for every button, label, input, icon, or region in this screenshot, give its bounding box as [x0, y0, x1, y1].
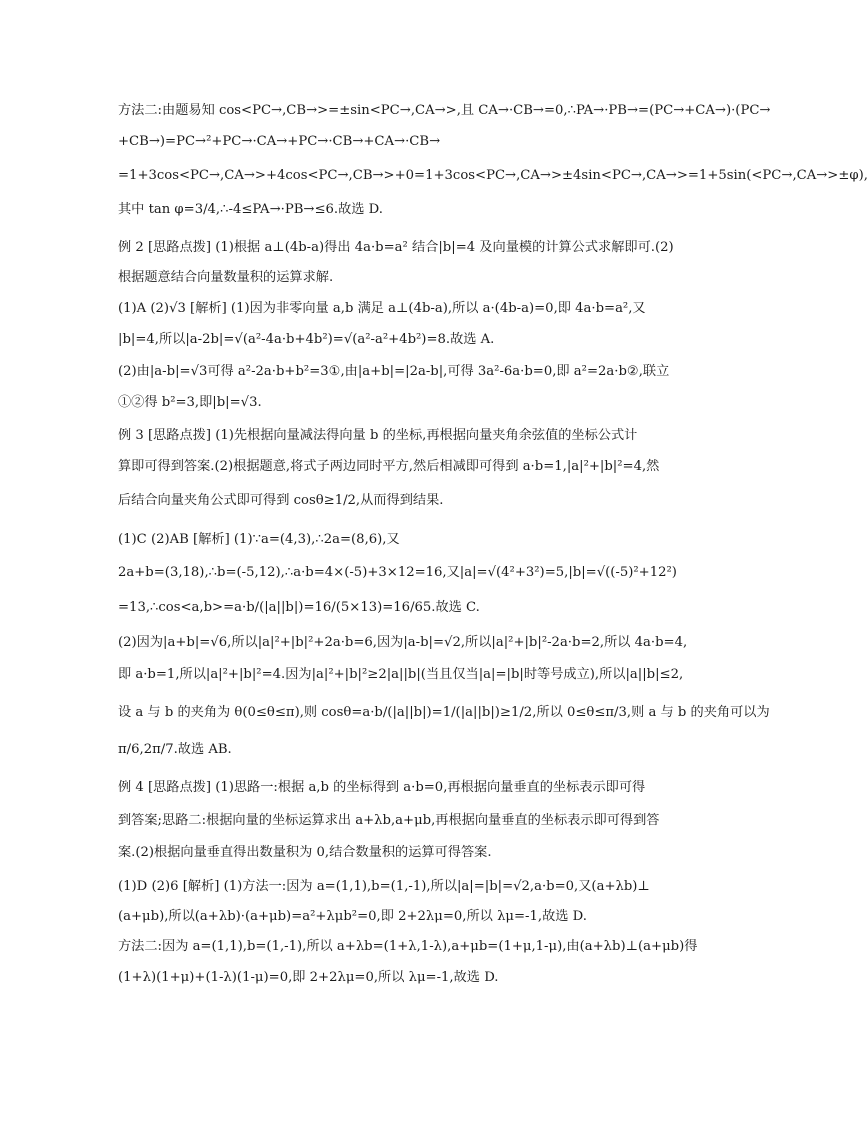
text-line: 例 3 [思路点拨] (1)先根据向量减法得向量 b 的坐标,再根据向量夹角余弦值的坐标公式计 — [118, 428, 638, 443]
text-line: |b|=4,所以|a-2b|=√(a²-4a·b+4b²)=√(a²-a²+4b²)=8.故选 A. — [118, 332, 495, 347]
text-line: 设 a 与 b 的夹角为 θ(0≤θ≤π),则 cosθ=a·b/(|a||b|)=1/(|a||b|)≥1/2,所以 0≤θ≤π/3,则 a 与 b 的夹角可以为 — [118, 705, 770, 720]
text-line: =13,∴cos<a,b>=a·b/(|a||b|)=16/(5×13)=16/65.故选 C. — [118, 600, 480, 615]
text-line: π/6,2π/7.故选 AB. — [118, 742, 232, 757]
text-line: 即 a·b=1,所以|a|²+|b|²=4.因为|a|²+|b|²≥2|a||b|(当且仅当|a|=|b|时等号成立),所以|a||b|≤2, — [118, 667, 684, 682]
text-line: 方法二:由题易知 cos<PC→,CB→>=±sin<PC→,CA→>,且 CA→·CB→=0,∴PA→·PB→=(PC→+CA→)·(PC→ — [118, 103, 771, 118]
text-line: 案.(2)根据向量垂直得出数量积为 0,结合数量积的运算可得答案. — [118, 845, 492, 860]
text-line: 方法二:因为 a=(1,1),b=(1,-1),所以 a+λb=(1+λ,1-λ),a+μb=(1+μ,1-μ),由(a+λb)⊥(a+μb)得 — [118, 939, 698, 954]
text-line: 2a+b=(3,18),∴b=(-5,12),∴a·b=4×(-5)+3×12=16,又|a|=√(4²+3²)=5,|b|=√((-5)²+12²) — [118, 565, 677, 580]
text-line: 根据题意结合向量数量积的运算求解. — [118, 270, 334, 285]
text-line: 例 2 [思路点拨] (1)根据 a⊥(4b-a)得出 4a·b=a² 结合|b|=4 及向量模的计算公式求解即可.(2) — [118, 240, 674, 255]
text-line: (2)由|a-b|=√3可得 a²-2a·b+b²=3①,由|a+b|=|2a-b|,可得 3a²-6a·b=0,即 a²=2a·b②,联立 — [118, 364, 670, 379]
text-line: (a+μb),所以(a+λb)·(a+μb)=a²+λμb²=0,即 2+2λμ=0,所以 λμ=-1,故选 D. — [118, 909, 587, 924]
text-line: ①②得 b²=3,即|b|=√3. — [118, 395, 262, 410]
text-line: (2)因为|a+b|=√6,所以|a|²+|b|²+2a·b=6,因为|a-b|=√2,所以|a|²+|b|²-2a·b=2,所以 4a·b=4, — [118, 635, 688, 650]
text-line: 其中 tan φ=3/4,∴-4≤PA→·PB→≤6.故选 D. — [118, 202, 383, 217]
text-line: (1)A (2)√3 [解析] (1)因为非零向量 a,b 满足 a⊥(4b-a),所以 a·(4b-a)=0,即 4a·b=a²,又 — [118, 301, 646, 316]
text-line: 算即可得到答案.(2)根据题意,将式子两边同时平方,然后相减即可得到 a·b=1,|a|²+|b|²=4,然 — [118, 459, 660, 474]
text-line: +CB→)=PC→²+PC→·CA→+PC→·CB→+CA→·CB→ — [118, 134, 441, 149]
text-line: (1+λ)(1+μ)+(1-λ)(1-μ)=0,即 2+2λμ=0,所以 λμ=-1,故选 D. — [118, 970, 499, 985]
text-line: =1+3cos<PC→,CA→>+4cos<PC→,CB→>+0=1+3cos<PC→,CA→>±4sin<PC→,CA→>=1+5sin(<PC→,CA→>±φ), — [118, 168, 868, 183]
text-line: 后结合向量夹角公式即可得到 cosθ≥1/2,从而得到结果. — [118, 493, 444, 508]
text-line: (1)C (2)AB [解析] (1)∵a=(4,3),∴2a=(8,6),又 — [118, 532, 400, 547]
text-line: 到答案;思路二:根据向量的坐标运算求出 a+λb,a+μb,再根据向量垂直的坐标表示即可得到答 — [118, 813, 660, 828]
text-line: (1)D (2)6 [解析] (1)方法一:因为 a=(1,1),b=(1,-1),所以|a|=|b|=√2,a·b=0,又(a+λb)⊥ — [118, 879, 650, 894]
text-line: 例 4 [思路点拨] (1)思路一:根据 a,b 的坐标得到 a·b=0,再根据向量垂直的坐标表示即可得 — [118, 780, 646, 795]
